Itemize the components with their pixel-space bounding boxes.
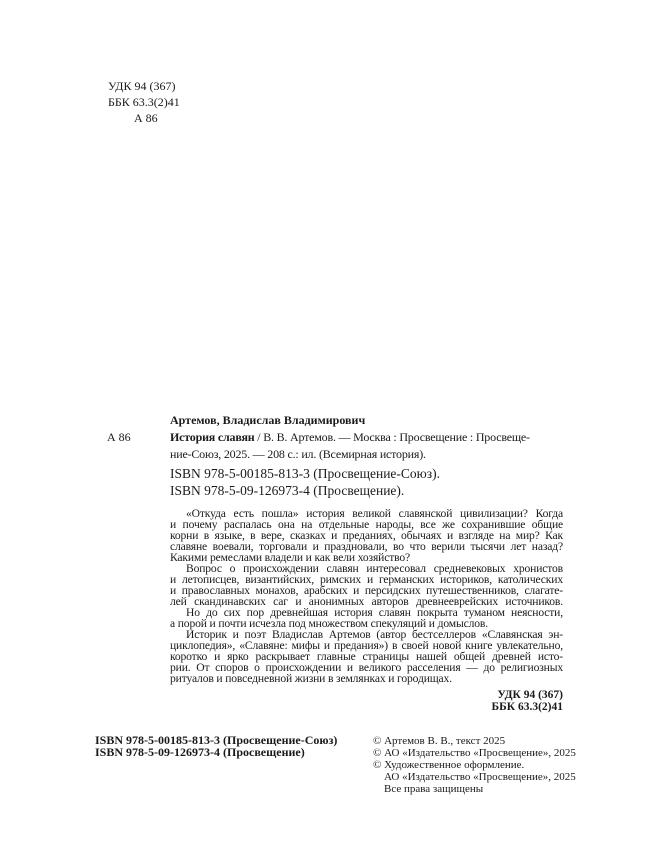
annotation-line: а порой и почти исчезла под множеством спекуляций и домыслов. [170,617,488,630]
publication-info-cont: ние-Союз, 2025. — 208 с.: ил. (Всемирная история). [170,447,426,461]
annotation-line: ритуалов и повседневной жизни в землянках и городищах. [170,672,452,685]
copyright-line: © Артемов В. В., текст 2025 [373,735,506,747]
copyright-line: АО «Издательство «Просвещение», 2025 [384,771,576,783]
annotation-line: Но до сих пор древнейшая история славян покрыта туманом неясности, [186,606,563,619]
bottom-udk: УДК 94 (367) [497,689,563,701]
annotation-line: рии. От споров о происхождении и великого расселения — до религиозных [170,661,563,674]
annotation-line: и летописцев, византийских, римских и германских историков, католических [170,573,563,586]
annotation-line: Вопрос о происхождении славян интересовал средневековых хронистов [186,562,563,575]
annotation-line: и православных монахов, арабских и персидских путешественников, слагате- [170,584,563,597]
publication-info: / В. В. Артемов. — Москва : Просвещение : Просвеще- [254,430,530,444]
annotation-line: лей скандинавских саг и анонимных авторов древнееврейских источников. [170,595,563,608]
bbk-code: ББК 63.3(2)41 [108,95,180,109]
annotation-line: «Откуда есть пошла» история великой славянской цивилизации? Когда [186,507,563,520]
footer-isbn-2: ISBN 978-5-09-126973-4 (Просвещение) [95,745,305,759]
book-title: История славян [170,430,255,444]
annotation-line: Какими ремеслами владели и как вели хозяйство? [170,551,411,564]
author-name: Артемов, Владислав Владимирович [170,413,366,427]
title-line [170,431,563,444]
annotation-line: Историк и поэт Владислав Артемов (автор бестселлеров «Славянская эн- [186,628,563,641]
isbn-2: ISBN 978-5-09-126973-4 (Просвещение). [170,483,405,498]
isbn-1: ISBN 978-5-00185-813-3 (Просвещение-Союз). [170,466,440,481]
author-mark: А 86 [134,111,158,125]
copyright-line: © Художественное оформление. [373,759,525,771]
annotation-line: циклопедия», «Славяне: мифы и предания») в своей новой книге увлекательно, [170,639,563,652]
footer-isbn-1: ISBN 978-5-00185-813-3 (Просвещение-Союз) [95,733,338,747]
annotation-line: корни в языке, в вере, сказках и преданиях, обычаях и взгляде на мир? Как [170,529,563,542]
copyright-line: © АО «Издательство «Просвещение», 2025 [373,747,576,759]
rights-reserved: Все права защищены [384,783,484,795]
annotation-line: и почему распалась она на отдельные народы, все же сохранившие общие [170,518,563,531]
annotation-line: коротко и ярко раскрывает главные страницы нашей общей древней исто- [170,650,563,663]
udk-code: УДК 94 (367) [108,79,176,93]
annotation-line: славяне воевали, торговали и праздновали, во что верили тысячи лет назад? [170,540,563,553]
author-mark: А 86 [107,430,131,444]
bottom-bbk: ББК 63.3(2)41 [491,701,563,713]
